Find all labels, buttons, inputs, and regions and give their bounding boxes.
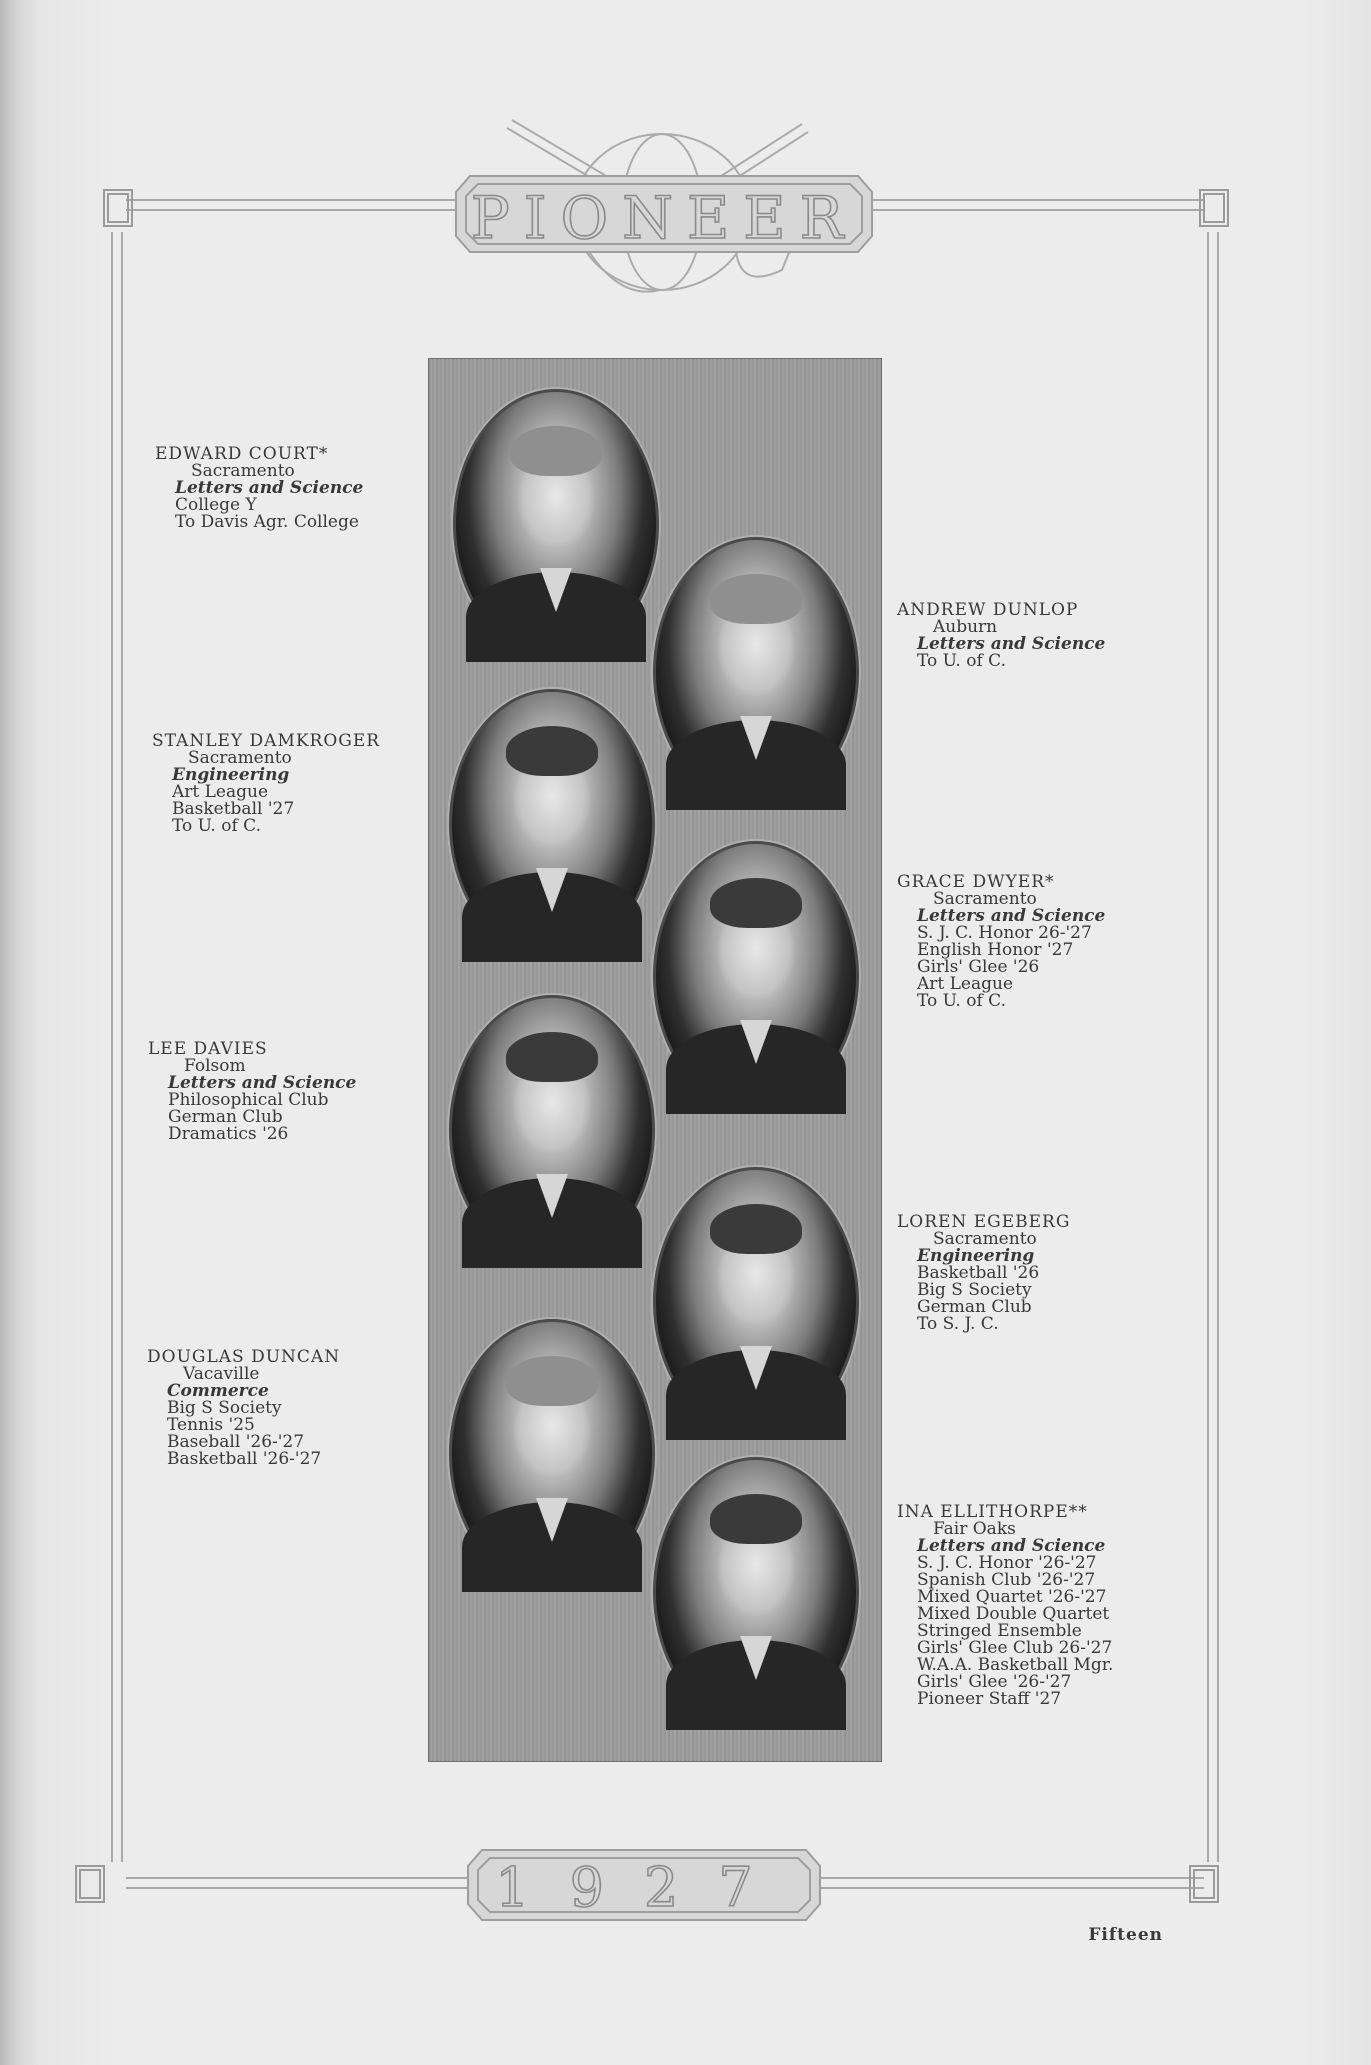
hometown: Vacaville <box>183 1364 260 1384</box>
student-name: STANLEY DAMKROGER <box>152 731 381 751</box>
activity: German Club <box>168 1107 283 1127</box>
activity: Girls' Glee Club 26-'27 <box>917 1638 1113 1658</box>
activity: Spanish Club '26-'27 <box>917 1570 1096 1590</box>
activity: Basketball '26-'27 <box>167 1449 322 1469</box>
portrait-strip <box>428 358 882 1762</box>
student-name: GRACE DWYER* <box>897 872 1055 892</box>
caption-grace-dwyer <box>897 874 1105 1010</box>
activity: Stringed Ensemble <box>917 1621 1082 1641</box>
portrait-stanley-damkroger <box>449 689 655 959</box>
student-name: DOUGLAS DUNCAN <box>147 1347 341 1367</box>
portrait-lee-davies <box>449 995 655 1265</box>
portrait-ina-ellithorpe <box>653 1457 859 1727</box>
activity: Tennis '25 <box>167 1415 255 1435</box>
hometown: Sacramento <box>933 1229 1037 1249</box>
activity: English Honor '27 <box>917 940 1074 960</box>
portrait-andrew-dunlop <box>653 537 859 807</box>
activity: Girls' Glee '26 <box>917 957 1040 977</box>
student-name: ANDREW DUNLOP <box>897 600 1079 620</box>
activity: To Davis Agr. College <box>175 512 359 532</box>
caption-stanley-damkroger <box>152 733 380 835</box>
activity: To U. of C. <box>917 991 1006 1011</box>
activity: To U. of C. <box>917 651 1006 671</box>
portrait-loren-egeberg <box>653 1167 859 1437</box>
activity: College Y <box>175 495 257 515</box>
page-title: PIONEER <box>470 184 858 252</box>
year-title: 1927 <box>495 1856 793 1919</box>
course-of-study: Letters and Science <box>917 906 1106 926</box>
activity: S. J. C. Honor '26-'27 <box>917 1553 1097 1573</box>
activity: Basketball '27 <box>172 799 295 819</box>
hometown: Sacramento <box>191 461 295 481</box>
activity: German Club <box>917 1297 1032 1317</box>
caption-loren-egeberg <box>897 1214 1070 1333</box>
activity: Mixed Double Quartet <box>917 1604 1110 1624</box>
hometown: Fair Oaks <box>933 1519 1016 1539</box>
activity: To S. J. C. <box>917 1314 999 1334</box>
activity: Philosophical Club <box>168 1090 329 1110</box>
course-of-study: Engineering <box>917 1246 1035 1266</box>
portrait-edward-court <box>453 389 659 659</box>
caption-edward-court <box>155 446 363 531</box>
activity: W.A.A. Basketball Mgr. <box>917 1655 1114 1675</box>
hometown: Sacramento <box>188 748 292 768</box>
activity: Baseball '26-'27 <box>167 1432 305 1452</box>
caption-douglas-duncan <box>147 1349 340 1468</box>
course-of-study: Letters and Science <box>168 1073 357 1093</box>
activity: Girls' Glee '26-'27 <box>917 1672 1072 1692</box>
activity: Basketball '26 <box>917 1263 1040 1283</box>
activity: S. J. C. Honor 26-'27 <box>917 923 1092 943</box>
page-number: Fifteen <box>1088 1925 1163 1945</box>
caption-ina-ellithorpe <box>897 1504 1113 1708</box>
caption-andrew-dunlop <box>897 602 1105 670</box>
student-name: LEE DAVIES <box>148 1039 268 1059</box>
activity: Pioneer Staff '27 <box>917 1689 1062 1709</box>
portrait-douglas-duncan <box>449 1319 655 1589</box>
activity: Mixed Quartet '26-'27 <box>917 1587 1107 1607</box>
course-of-study: Letters and Science <box>917 634 1106 654</box>
activity: Art League <box>917 974 1014 994</box>
activity: To U. of C. <box>172 816 261 836</box>
course-of-study: Letters and Science <box>175 478 364 498</box>
course-of-study: Commerce <box>167 1381 269 1401</box>
activity: Art League <box>172 782 269 802</box>
student-name: LOREN EGEBERG <box>897 1212 1071 1232</box>
hometown: Auburn <box>933 617 998 637</box>
course-of-study: Letters and Science <box>917 1536 1106 1556</box>
student-name: EDWARD COURT* <box>155 444 329 464</box>
student-name: INA ELLITHORPE** <box>897 1502 1088 1522</box>
caption-lee-davies <box>148 1041 356 1143</box>
activity: Big S Society <box>167 1398 282 1418</box>
activity: Big S Society <box>917 1280 1032 1300</box>
hometown: Folsom <box>184 1056 246 1076</box>
hometown: Sacramento <box>933 889 1037 909</box>
portrait-grace-dwyer <box>653 841 859 1111</box>
course-of-study: Engineering <box>172 765 290 785</box>
activity: Dramatics '26 <box>168 1124 289 1144</box>
